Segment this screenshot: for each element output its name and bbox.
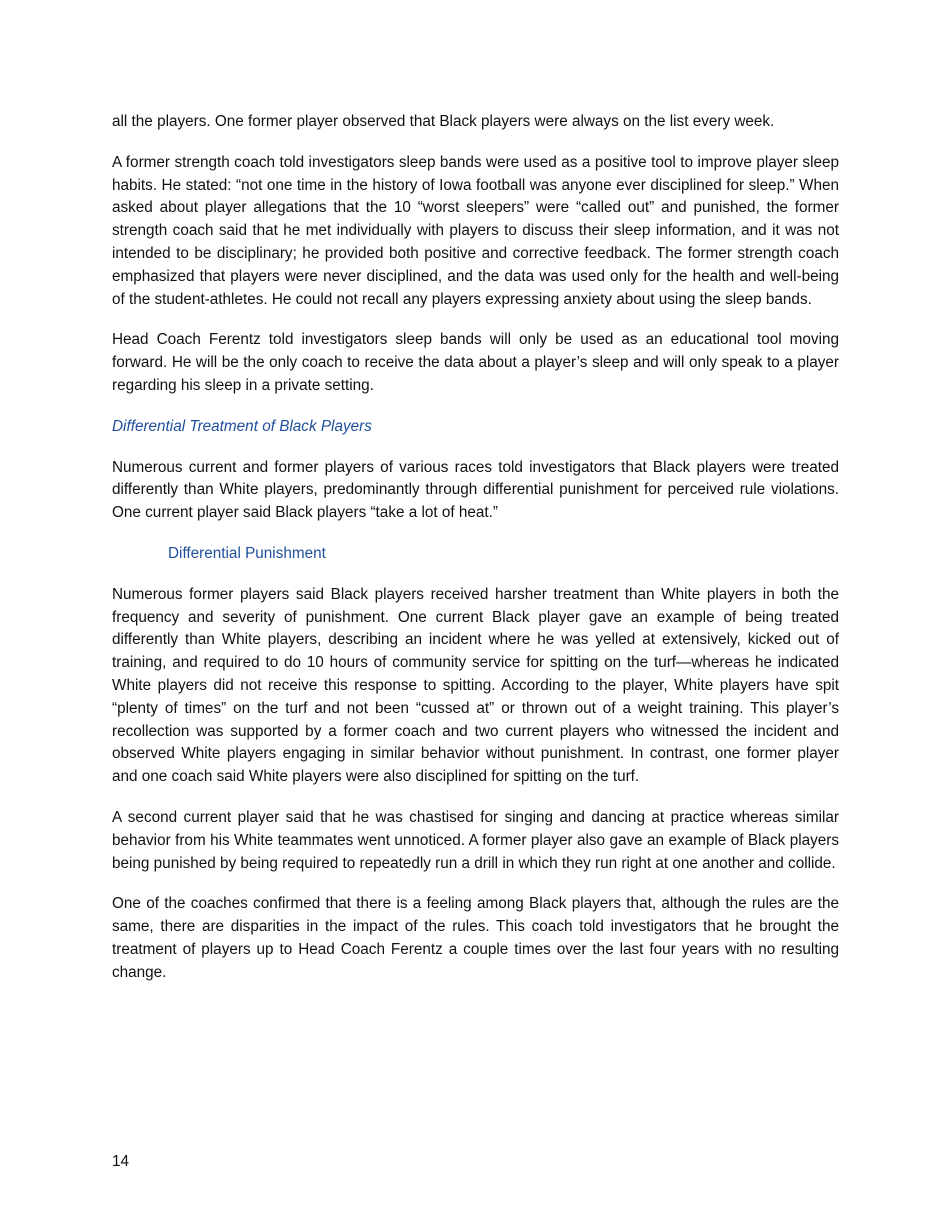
paragraph-second-player: A second current player said that he was chastised for singing and dancing at practice whereas similar behavior from his White teammates went unnoticed. A former player also gave an example of Black players being punished by being required to repeatedly run a drill in which they run right at one another and collide. [112, 808, 839, 872]
section-heading: Differential Treatment of Black Players [112, 417, 372, 435]
paragraph-coach-confirmation: One of the coaches confirmed that there is a feeling among Black players that, although the rules are the same, there are disparities in the impact of the rules. This coach told investigators that he brought the treatment of players up to Head Coach Ferentz a couple times over the last four years with no resulting change. [112, 895, 839, 981]
page-content [112, 111, 839, 1003]
subsection-heading: Differential Punishment [168, 544, 326, 562]
paragraph-continued: all the players. One former player observed that Black players were always on the list every week. [112, 113, 775, 130]
paragraph-differential-treatment: Numerous current and former players of various races told investigators that Black players were treated differently than White players, predominantly through differential punishment for perceived rule violations. One current player said Black players “take a lot of heat.” [112, 458, 839, 522]
paragraph-head-coach: Head Coach Ferentz told investigators sleep bands will only be used as an educational tool moving forward. He will be the only coach to receive the data about a player’s sleep and will only speak to a player regarding his sleep in a private setting. [112, 331, 839, 394]
paragraph-differential-punishment: Numerous former players said Black players received harsher treatment than White players in both the frequency and severity of punishment. One current Black player gave an example of being treated differently than White players, describing an incident where he was yelled at extensively, kicked out of training, and required to do 10 hours of community service for spitting on the turf—whereas he indicated White players did not receive this response to spitting. According to the player, White players have spit “plenty of times” on the turf and not been “cussed at” or thrown out of a weight training. This player’s recollection was supported by a former coach and two current players who witnessed the incident and observed White players engaging in similar behavior without punishment. In contrast, one former player and one coach said White players were also disciplined for spitting on the turf. [112, 585, 839, 786]
page-number: 14 [112, 1153, 130, 1170]
paragraph-strength-coach: A former strength coach told investigators sleep bands were used as a positive tool to improve player sleep habits. He stated: “not one time in the history of Iowa football was anyone ever disciplined for sleep.” When asked about player allegations that the 10 “worst sleepers” were “called out” and punished, the former strength coach said that he met individually with players to discuss their sleep information, and it was not intended to be disciplinary; he provided both positive and corrective feedback. The former strength coach emphasized that players were never disciplined, and the data was used only for the health and well-being of the student-athletes. He could not recall any players expressing anxiety about using the sleep bands. [112, 153, 839, 308]
